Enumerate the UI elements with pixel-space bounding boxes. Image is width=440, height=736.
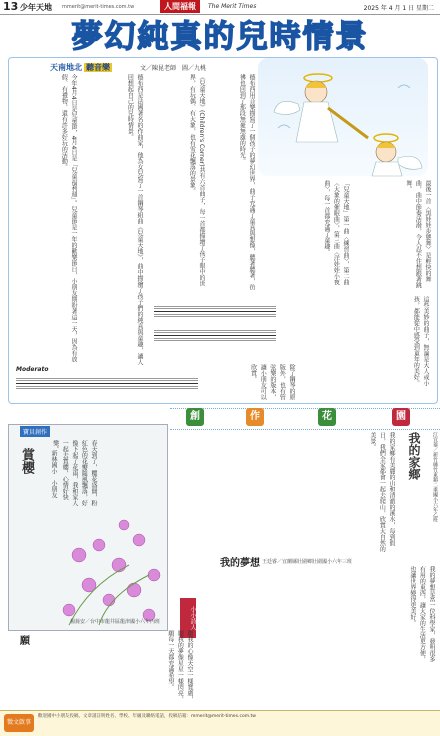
score-tempo: Moderato — [16, 366, 49, 373]
article-byline: 文／陳昆老師 圖／九桃 — [140, 65, 207, 72]
poem2-body: 願我的心像天空一樣寬廣，願我的夢像星星一樣閃亮，願每一天都充滿希望。 — [166, 630, 193, 702]
caption-left: 除了鋼琴的原版外，也有管弦樂的版本，讓小朋友可以欣賞。 — [249, 364, 295, 400]
poem3-title: 我的夢想 — [220, 558, 260, 569]
submission-notice: 歡迎國中小朋友投稿，文章請註明姓名、學校、年級及聯絡電話，投稿信箱：mmerit@merit-times.com.tw — [38, 714, 256, 719]
website[interactable]: mmerit@merit-times.com.tw — [62, 4, 135, 10]
newspaper-logo: 人間福報 — [160, 0, 200, 13]
poem1-author: 新林國小 小朋友 — [50, 450, 57, 498]
poem4-body: 我的家鄉有美麗的山和清澈的溪水，每到假日，我們全家都會一起去爬山，欣賞大自然的美景。 — [368, 432, 395, 552]
section-chip-4: 園 — [392, 408, 410, 426]
article-column-2: 德布西是法國著名的作曲家，他為女兒寫了一首鋼琴組曲《兒童天地》，曲中描繪了孩子們的純真與童趣，讓人回想起自己的兒時情景。 — [126, 74, 143, 365]
article-column-3: 《兒童天地》(Children's Corner)共有六首曲子，每一首都描繪了孩子眼中的世界，有玩偶、有大象，也有雪花飄落的景象。 — [188, 74, 205, 287]
page-header — [0, 0, 440, 15]
section-chip-3: 花 — [318, 408, 336, 426]
music-score-1 — [150, 296, 280, 354]
page-footer — [0, 710, 440, 736]
small-poet-label: 小小詩人 — [180, 598, 196, 638]
poem3-author: 王廷睿／宜蘭縣壯圍鄉壯圍國小六年三班 — [262, 559, 353, 565]
section-label: 寶貝創作 — [20, 426, 50, 437]
poem4-author: 江宜蓁／新竹縣竹東鎮二重國小六年乙班 — [432, 432, 438, 522]
article-tag — [50, 62, 112, 73]
article-column-6: 最後一首〈黑娃娃步態舞〉是輕快的舞曲，曲中節奏活潑，令人忍不住想跟著跳舞。 — [404, 180, 431, 288]
poem1-body: 春天到了，櫻花盛開，粉紅色的花瓣隨風飄落，好像下起了花雨，我和家人一起去賞櫻，心情好快樂。 — [51, 440, 97, 506]
article-tag-highlight: 聽音樂 — [86, 63, 110, 72]
music-score-2 — [12, 366, 202, 396]
page-number: 13 — [3, 0, 19, 13]
article-tag-text: 天南地北 — [50, 63, 82, 72]
poem2-title: 願 — [20, 636, 30, 647]
issue-date: 2025 年 4 月 1 日 星期二 — [363, 5, 434, 12]
article-column-5: 「兒童天地」第一曲〈練習曲〉，第二曲〈大象的催眠曲〉，第三曲〈洋娃娃小夜曲〉，每一首都充滿了童趣。 — [322, 180, 349, 285]
poem3-body: 我的夢想是當一位科學家，發明很多有用的東西，讓大家的生活更方便，也讓世界變得更美好。 — [408, 566, 435, 662]
angel-icon — [258, 58, 428, 176]
section-chip-2: 作 — [246, 408, 264, 426]
poem2-author: 楊蕎安／台中市龍井區龍津國小六年丙班 — [70, 619, 161, 625]
newspaper-logo-en: The Merit Times — [208, 3, 257, 10]
poem1-title: 賞櫻 — [19, 448, 34, 474]
angel-illustration — [258, 58, 428, 176]
submission-tag: 徵文啟事 — [4, 714, 34, 732]
section-name: 少年天地 — [20, 3, 52, 12]
section-chip-1: 創 — [186, 408, 204, 426]
article-column-4: 德布西用音樂描寫了一個孩子的夢幻世界，曲子充滿了童真與想像，聽著聽著，彷彿也回到了那段無憂無慮的時光。 — [238, 74, 255, 290]
article-column-1: 今年4月4日是兒童節，4月4日是「兒童福利週」。兒童節是一年的歡樂節日，小朋友期盼著這一天，因為有放假、有禮物，還有許多好玩的活動。 — [60, 74, 77, 363]
poem4-title: 我的家鄉 — [407, 432, 421, 480]
article-title: 夢幻純真的兒時情景 — [71, 19, 369, 55]
caption-right: 這些美妙的曲子，無論是大人或小孩，都能從中感受到童年的美好。 — [412, 296, 429, 386]
